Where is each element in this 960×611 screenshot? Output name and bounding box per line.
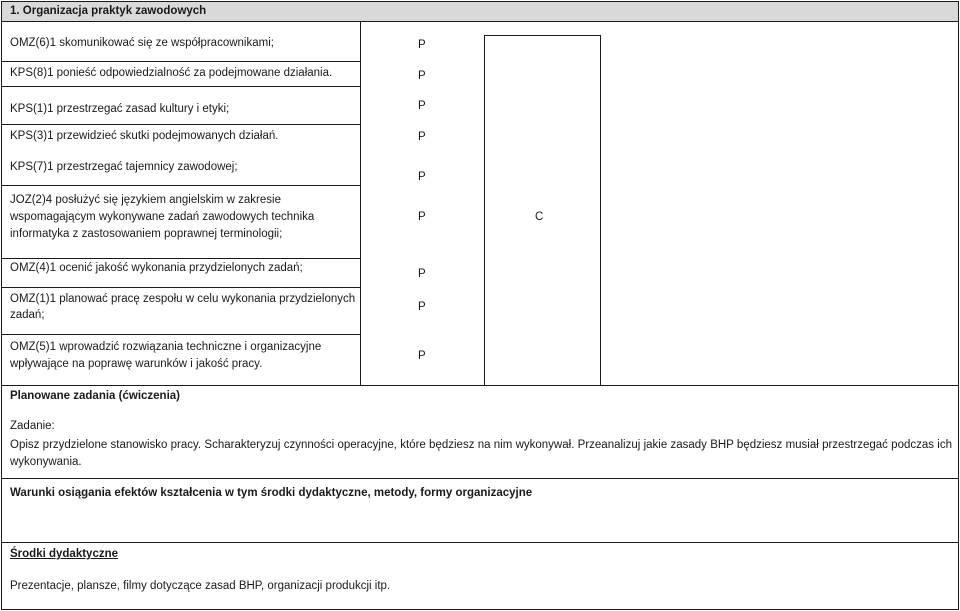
- effect-text: OMZ(4)1 ocenić jakość wykonania przydzielonych zadań;: [10, 262, 303, 274]
- effect-text-line: OMZ(1)1 planować pracę zespołu w celu wykonania przydzielonych: [10, 293, 356, 305]
- p-marker: P: [418, 39, 426, 51]
- row-divider: [1, 86, 361, 87]
- c-column-top: [484, 35, 601, 36]
- effect-text: KPS(8)1 ponieść odpowiedzialność za podejmowane działania.: [10, 67, 333, 79]
- frame-top: [1, 1, 959, 2]
- frame-bottom: [1, 609, 959, 610]
- effect-text-line: informatyka z zastosowaniem poprawnej terminologii;: [10, 228, 283, 240]
- p-marker: P: [418, 100, 426, 112]
- effect-text: OMZ(6)1 skomunikować się ze współpracownikami;: [10, 37, 274, 49]
- header-separator: [1, 21, 959, 22]
- effect-text: KPS(1)1 przestrzegać zasad kultury i etyki;: [10, 103, 230, 115]
- task-label: Zadanie:: [10, 420, 55, 432]
- effect-text-line: OMZ(5)1 wprowadzić rozwiązania techniczne i organizacyjne: [10, 341, 322, 353]
- row-divider: [1, 334, 361, 335]
- p-marker: P: [418, 211, 426, 223]
- p-marker: P: [418, 171, 426, 183]
- col-divider-c: [600, 35, 601, 385]
- section-title: 1. Organizacja praktyk zawodowych: [10, 5, 207, 17]
- planned-heading: Planowane zadania (ćwiczenia): [10, 390, 180, 402]
- p-marker: P: [418, 268, 426, 280]
- effect-text-line: wpływające na poprawę warunków i jakość pracy.: [10, 358, 263, 370]
- col-divider-p: [484, 35, 485, 385]
- row-divider: [1, 258, 361, 259]
- conditions-heading: Warunki osiągania efektów kształcenia w tym środki dydaktyczne, metody, formy organizacyjne: [10, 487, 533, 499]
- effect-text: KPS(3)1 przewidzieć skutki podejmowanych działań.: [10, 130, 279, 142]
- effect-text-line: wspomagającym wykonywane zadań zawodowych technika: [10, 211, 315, 223]
- frame-left: [1, 1, 2, 610]
- frame-right: [958, 1, 959, 610]
- row-divider: [1, 287, 361, 288]
- row-divider: [1, 185, 361, 186]
- p-marker: P: [418, 350, 426, 362]
- p-marker: P: [418, 70, 426, 82]
- table-bottom: [1, 385, 959, 386]
- col-divider-text: [360, 21, 361, 386]
- c-marker: C: [535, 211, 544, 223]
- didactic-text: Prezentacje, plansze, filmy dotyczące zasad BHP, organizacji produkcji itp.: [10, 580, 391, 592]
- effect-text-line: zadań;: [10, 309, 45, 321]
- didactic-heading: Środki dydaktyczne: [10, 548, 119, 560]
- p-marker: P: [418, 301, 426, 313]
- p-marker: P: [418, 131, 426, 143]
- effect-text-line: JOZ(2)4 posłużyć się językiem angielskim w zakresie: [10, 194, 281, 206]
- row-divider: [1, 61, 361, 62]
- row-divider: [1, 124, 361, 125]
- effect-text: KPS(7)1 przestrzegać tajemnicy zawodowej;: [10, 161, 238, 173]
- conditions-bottom: [1, 542, 959, 543]
- planned-bottom: [1, 478, 959, 479]
- task-text: Opisz przydzielone stanowisko pracy. Scharakteryzuj czynności operacyjne, które będziesz na nim wykonywał. Przeanalizuj jakie zasady BHP będziesz musiał przestrzegać podczas ich wykonywania.: [10, 439, 952, 468]
